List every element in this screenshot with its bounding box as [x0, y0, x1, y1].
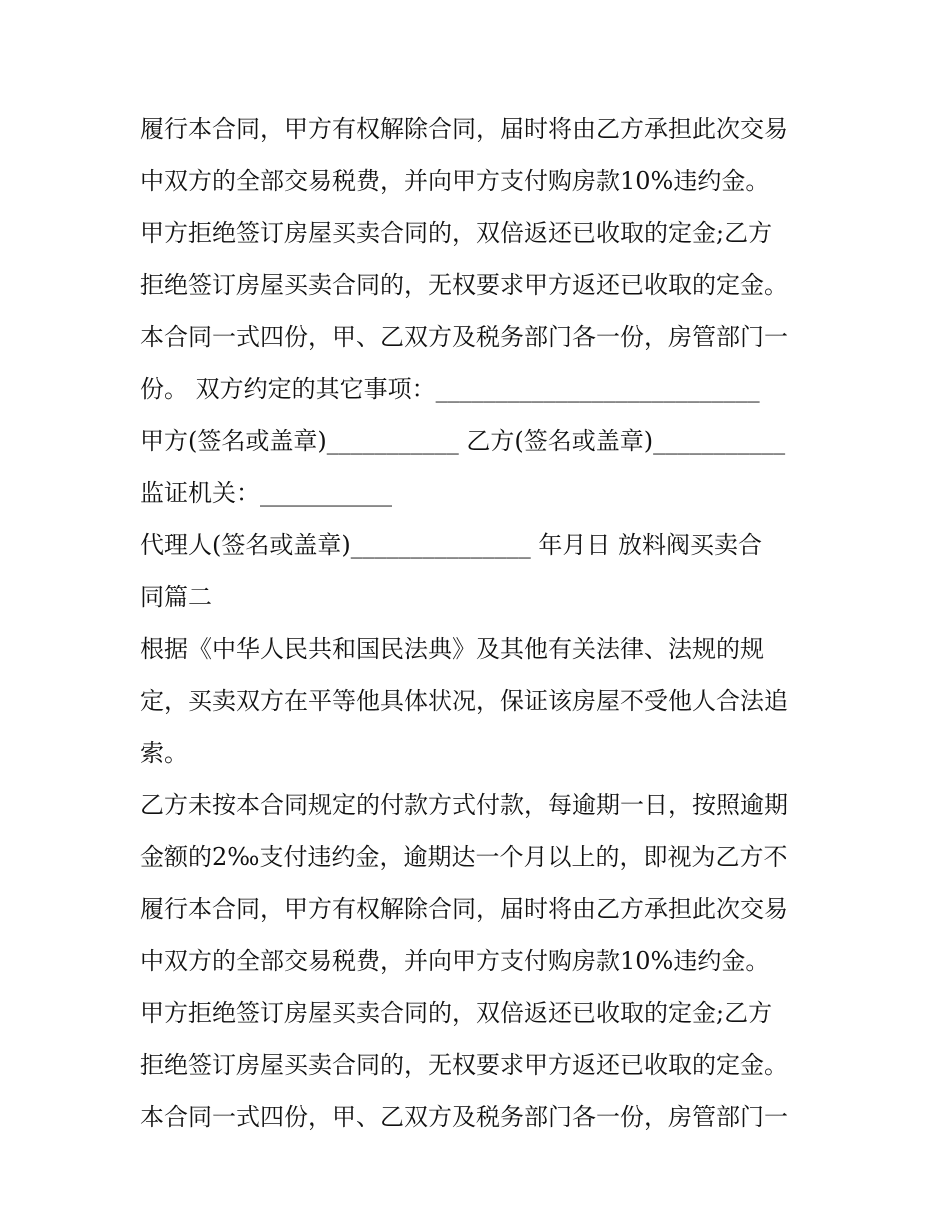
text-line: 本合同一式四份，甲、乙双方及税务部门各一份，房管部门一	[140, 1103, 788, 1131]
other-matters-line: 份。 双方约定的其它事项：___________________________	[140, 375, 760, 403]
section-heading: 同篇二	[140, 583, 212, 611]
text-line: 履行本合同，甲方有权解除合同，届时将由乙方承担此次交易	[140, 895, 788, 923]
text-line: 中双方的全部交易税费，并向甲方支付购房款10%违约金。	[140, 167, 770, 195]
signature-line-agent: 代理人(签名或盖章)_______________ 年月日 放料阀买卖合	[140, 531, 762, 559]
signature-line-supervisor: 监证机关：___________	[140, 479, 392, 507]
text-line: 甲方拒绝签订房屋买卖合同的，双倍返还已收取的定金;乙方	[140, 219, 773, 247]
signature-line-parties: 甲方(签名或盖章)___________ 乙方(签名或盖章)___________	[140, 427, 786, 455]
text-line: 索。	[140, 739, 188, 767]
text-line: 本合同一式四份，甲、乙双方及税务部门各一份，房管部门一	[140, 323, 788, 351]
text-line: 乙方未按本合同规定的付款方式付款，每逾期一日，按照逾期	[140, 791, 788, 819]
text-line: 拒绝签订房屋买卖合同的，无权要求甲方返还已收取的定金。	[140, 271, 788, 299]
text-line: 履行本合同，甲方有权解除合同，届时将由乙方承担此次交易	[140, 115, 788, 143]
text-line: 定，买卖双方在平等他具体状况，保证该房屋不受他人合法追	[140, 687, 788, 715]
text-line: 拒绝签订房屋买卖合同的，无权要求甲方返还已收取的定金。	[140, 1051, 788, 1079]
text-line: 根据《中华人民共和国民法典》及其他有关法律、法规的规	[140, 635, 764, 663]
text-line: 中双方的全部交易税费，并向甲方支付购房款10%违约金。	[140, 947, 770, 975]
text-line: 金额的2‰支付违约金，逾期达一个月以上的，即视为乙方不	[140, 843, 788, 871]
text-line: 甲方拒绝签订房屋买卖合同的，双倍返还已收取的定金;乙方	[140, 999, 773, 1027]
document-body	[140, 103, 820, 1143]
